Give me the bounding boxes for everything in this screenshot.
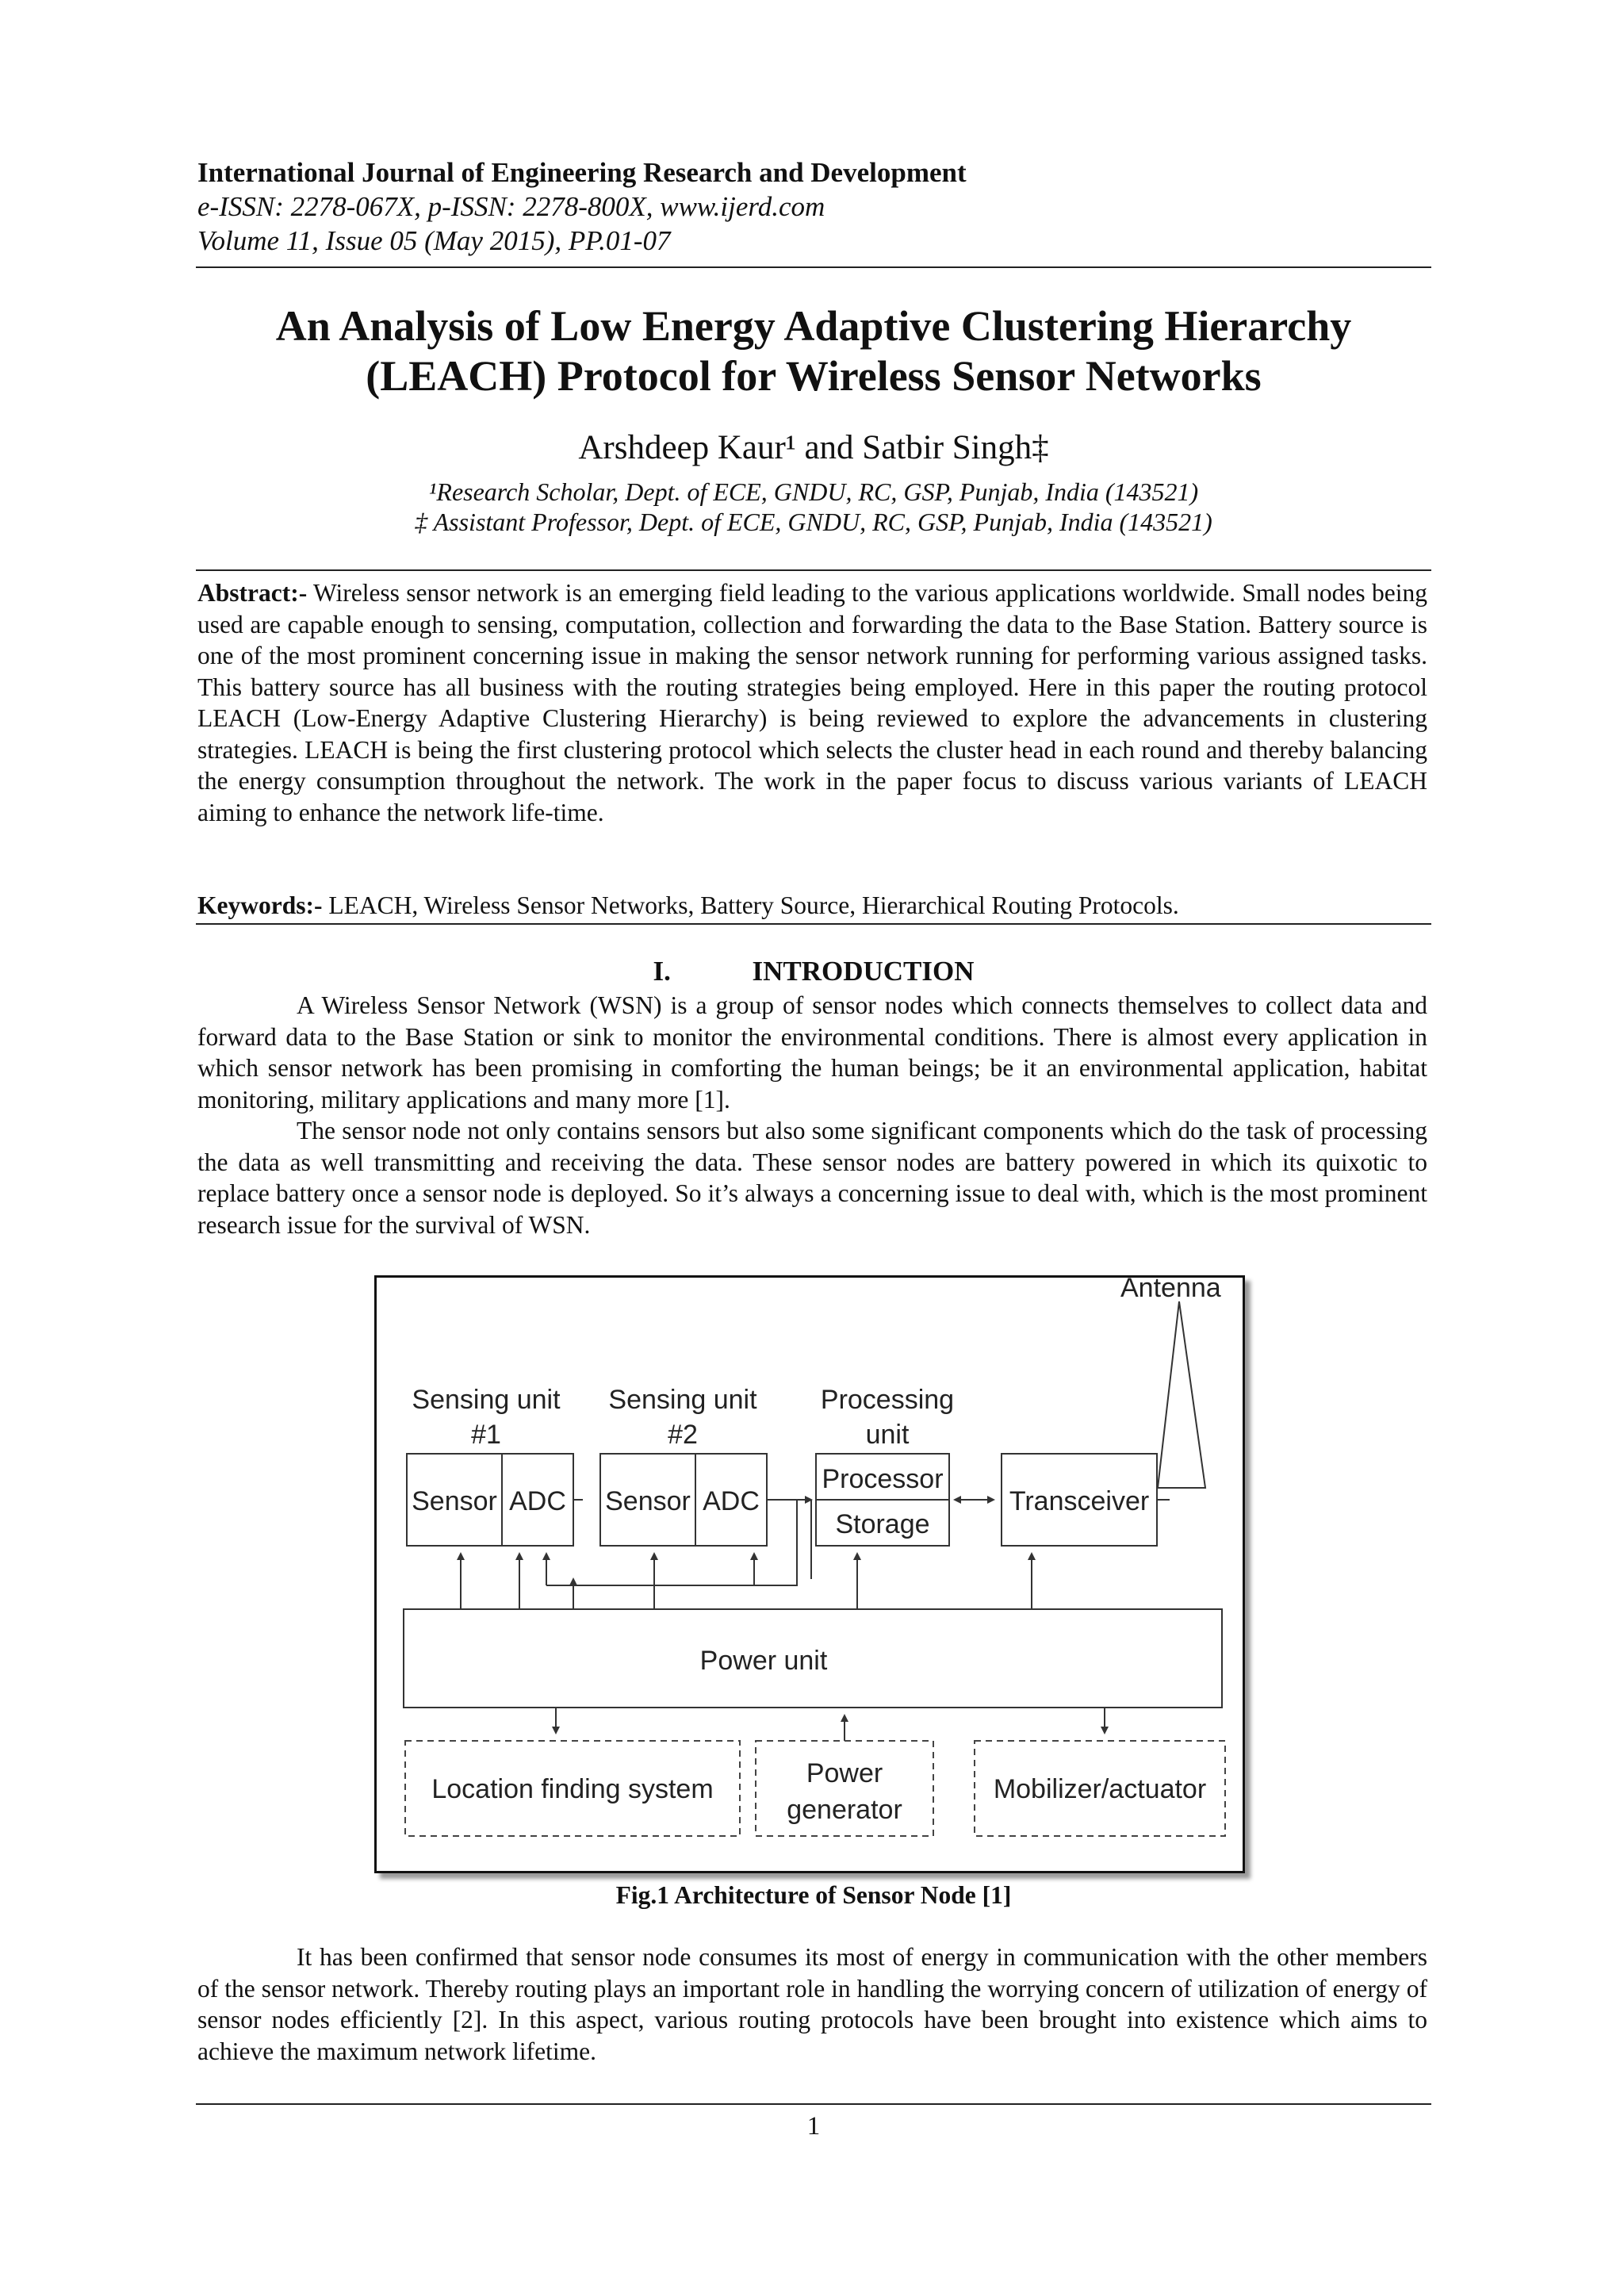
sensing-unit-2-number: #2 bbox=[668, 1420, 698, 1450]
keywords-rule bbox=[196, 923, 1431, 925]
processing-unit-label: Processing bbox=[820, 1385, 955, 1415]
figure-caption: Fig.1 Architecture of Sensor Node [1] bbox=[615, 1881, 1012, 1909]
transceiver-label: Transceiver bbox=[1009, 1486, 1150, 1516]
header-rule bbox=[196, 266, 1431, 268]
power-generator-label: Power bbox=[806, 1758, 883, 1788]
processor-label: Processor bbox=[822, 1464, 944, 1494]
power-generator-word: generator bbox=[787, 1795, 902, 1825]
sensing-unit-2-label: Sensing unit bbox=[608, 1385, 757, 1415]
sensor-1-label: Sensor bbox=[412, 1486, 497, 1516]
storage-label: Storage bbox=[835, 1509, 930, 1539]
architecture-diagram bbox=[377, 1278, 1243, 1871]
intro-paragraph-2: The sensor node not only contains sensors but also some significant components which do the task of processing the data as well transmitting and receiving the data. These sensor nodes are battery powered in which its quixotic to replace battery once a sensor node is deployed. So it’s always a concerning issue to deal with, which is the most prominent research issue for the survival of WSN. bbox=[197, 1117, 1427, 1239]
section-heading bbox=[196, 956, 1431, 987]
affiliation-1: ¹Research Scholar, Dept. of ECE, GNDU, RC, GSP, Punjab, India (143521) bbox=[428, 477, 1199, 506]
power-unit-label: Power unit bbox=[699, 1646, 828, 1676]
intro-paragraph-1: A Wireless Sensor Network (WSN) is a group of sensor nodes which connects themselves to collect data and forward data to the Base Station or sink to monitor the environmental conditions. There is almost every application in which sensor network has been promising in comforting the human beings; be it an environmental application, habitat monitoring, military applications and many more [1]. bbox=[197, 991, 1427, 1114]
processing-unit-word: unit bbox=[865, 1420, 910, 1450]
keywords bbox=[197, 890, 1427, 922]
title-line-1: An Analysis of Low Energy Adaptive Clustering Hierarchy bbox=[275, 302, 1352, 350]
abstract bbox=[197, 577, 1427, 828]
sensing-unit-1-number: #1 bbox=[471, 1420, 501, 1450]
authors: Arshdeep Kaur¹ and Satbir Singh‡ bbox=[578, 429, 1049, 466]
antenna-label: Antenna bbox=[1120, 1278, 1221, 1303]
sensing-unit-1-label: Sensing unit bbox=[412, 1385, 561, 1415]
footer-rule bbox=[196, 2103, 1431, 2105]
antenna-icon bbox=[1158, 1301, 1205, 1488]
affiliation-2: ‡ Assistant Professor, Dept. of ECE, GNDU, RC, GSP, Punjab, India (143521) bbox=[415, 508, 1212, 536]
issn-line: e-ISSN: 2278-067X, p-ISSN: 2278-800X, www.ijerd.com bbox=[197, 191, 825, 222]
sensor-node-architecture-figure bbox=[374, 1275, 1245, 1873]
page-number: 1 bbox=[806, 2112, 821, 2141]
location-finding-label: Location finding system bbox=[431, 1774, 714, 1804]
paper-title bbox=[196, 301, 1431, 401]
abstract-label: Abstract:- bbox=[197, 579, 308, 607]
abstract-top-rule bbox=[196, 569, 1431, 571]
mobilizer-label: Mobilizer/actuator bbox=[993, 1774, 1207, 1804]
title-line-2: (LEACH) Protocol for Wireless Sensor Networks bbox=[366, 352, 1262, 400]
abstract-text: Wireless sensor network is an emerging field leading to the various applications worldwide. Small nodes being used are capable enough to sensing, computation, collection and forwarding the data to the Base Station. Battery source is one of the most prominent concerning issue in making the sensor network running for performing various assigned tasks. This battery source has all business with the routing strategies being employed. Here in this paper the routing protocol LEACH (Low-Energy Adaptive Clustering Hierarchy) is being reviewed to explore the advancements in clustering strategies. LEACH is being the first clustering protocol which selects the cluster head in each round and thereby balancing the energy consumption throughout the network. The work in the paper focus to discuss various variants of LEACH aiming to enhance the network life-time. bbox=[197, 579, 1428, 826]
keywords-text: LEACH, Wireless Sensor Networks, Battery Source, Hierarchical Routing Protocols. bbox=[328, 891, 1179, 919]
journal-header bbox=[197, 155, 1434, 258]
intro-paragraph-3: It has been confirmed that sensor node consumes its most of energy in communication with the other members of the sensor network. Thereby routing plays an important role in handling the worrying concern of utilization of energy of sensor nodes efficiently [2]. In this aspect, various routing protocols have been brought into existence which aims to achieve the maximum network lifetime. bbox=[197, 1943, 1427, 2065]
adc-2-label: ADC bbox=[703, 1486, 760, 1516]
section-number: I. bbox=[653, 956, 671, 987]
adc-1-label: ADC bbox=[509, 1486, 566, 1516]
keywords-label: Keywords:- bbox=[197, 891, 323, 919]
section-title: INTRODUCTION bbox=[752, 956, 975, 987]
sensor-2-label: Sensor bbox=[605, 1486, 691, 1516]
journal-name: International Journal of Engineering Research and Development bbox=[197, 157, 967, 188]
volume-line: Volume 11, Issue 05 (May 2015), PP.01-07 bbox=[197, 225, 671, 256]
